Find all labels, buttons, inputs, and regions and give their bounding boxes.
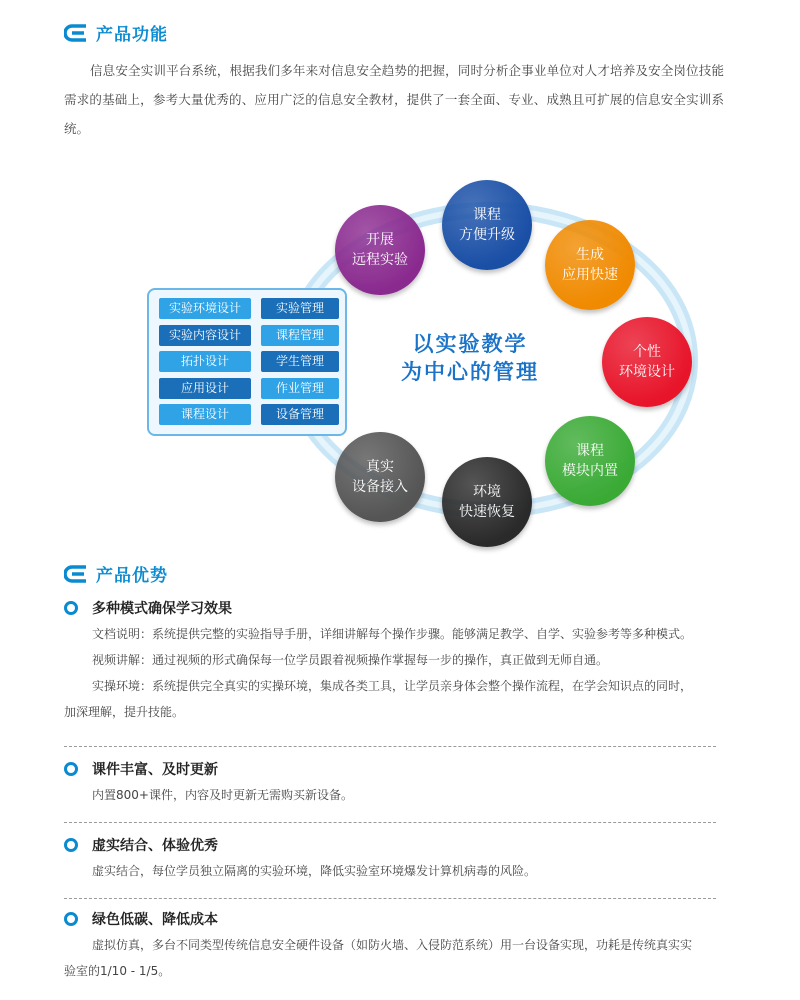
module-chip: 设备管理: [261, 404, 339, 425]
module-chip: 实验管理: [261, 298, 339, 319]
diagram-center-text: [370, 330, 570, 386]
advantage-item: [64, 908, 716, 984]
advantage-header: [64, 758, 716, 780]
node-real-device: 真实 设备接入: [335, 432, 425, 522]
center-line-2: 为中心的管理: [401, 360, 539, 384]
brand-e-icon: [64, 24, 88, 42]
dashed-divider: [64, 822, 716, 823]
module-chip: 实验内容设计: [159, 325, 251, 346]
module-panel: [147, 288, 347, 436]
advantage-item: [64, 597, 716, 725]
advantage-text: 内置800+课件，内容及时更新无需购买新设备。: [92, 788, 353, 802]
section-title: 产品优势: [96, 566, 168, 586]
circle-bullet-icon: [64, 838, 78, 852]
circle-bullet-icon: [64, 601, 78, 615]
node-fast-restore: 环境 快速恢复: [442, 457, 532, 547]
advantage-title: 绿色低碳、降低成本: [92, 912, 218, 928]
module-chip: 课程管理: [261, 325, 339, 346]
section-header-advantages: [64, 561, 168, 586]
advantage-title: 课件丰富、及时更新: [92, 762, 218, 778]
advantage-header: [64, 908, 716, 930]
advantage-item: [64, 834, 716, 884]
advantage-title: 多种模式确保学习效果: [92, 601, 232, 617]
advantage-text: 验室的1/10 - 1/5。: [64, 964, 171, 978]
advantage-text: 视频讲解：通过视频的形式确保每一位学员跟着视频操作掌握每一步的操作，真正做到无师自通。: [92, 653, 609, 667]
advantage-text: 虚拟仿真，多台不同类型传统信息安全硬件设备（如防火墙、入侵防范系统）用一台设备实现，功耗是传统真实实: [92, 938, 693, 952]
circle-bullet-icon: [64, 912, 78, 926]
advantage-text: 实操环境：系统提供完全真实的实操环境，集成各类工具，让学员亲身体会整个操作流程，在学会知识点的同时，: [92, 679, 693, 693]
intro-paragraph: 信息安全实训平台系统，根据我们多年来对信息安全趋势的把握，同时分析企事业单位对人才培养及安全岗位技能需求的基础上，参考大量优秀的、应用广泛的信息安全教材，提供了一套全面、专业、成熟且可扩展的信息安全实训系统。: [64, 63, 724, 136]
circle-bullet-icon: [64, 762, 78, 776]
node-fast-generate: 生成 应用快速: [545, 220, 635, 310]
advantage-text: 加深理解，提升技能。: [64, 705, 185, 719]
advantage-text: 文档说明：系统提供完整的实验指导手册，详细讲解每个操作步骤。能够满足教学、自学、实验参考等多种模式。: [92, 627, 693, 641]
advantage-title: 虚实结合、体验优秀: [92, 838, 218, 854]
node-builtin-modules: 课程 模块内置: [545, 416, 635, 506]
section-title: 产品功能: [96, 25, 168, 45]
center-line-1: 以实验教学: [412, 332, 528, 356]
dashed-divider: [64, 746, 716, 747]
node-course-upgrade: 课程 方便升级: [442, 180, 532, 270]
module-chip: 应用设计: [159, 378, 251, 399]
advantage-header: [64, 597, 716, 619]
advantage-item: [64, 758, 716, 808]
node-custom-env: 个性 环境设计: [602, 317, 692, 407]
dashed-divider: [64, 898, 716, 899]
node-remote-lab: 开展 远程实验: [335, 205, 425, 295]
module-chip: 学生管理: [261, 351, 339, 372]
feature-diagram: [0, 170, 800, 550]
advantage-header: [64, 834, 716, 856]
module-chip: 实验环境设计: [159, 298, 251, 319]
module-chip: 课程设计: [159, 404, 251, 425]
advantage-text: 虚实结合，每位学员独立隔离的实验环境，降低实验室环境爆发计算机病毒的风险。: [92, 864, 537, 878]
section-header-features: [64, 20, 168, 45]
module-chip: 作业管理: [261, 378, 339, 399]
module-chip: 拓扑设计: [159, 351, 251, 372]
brand-e-icon: [64, 565, 88, 583]
